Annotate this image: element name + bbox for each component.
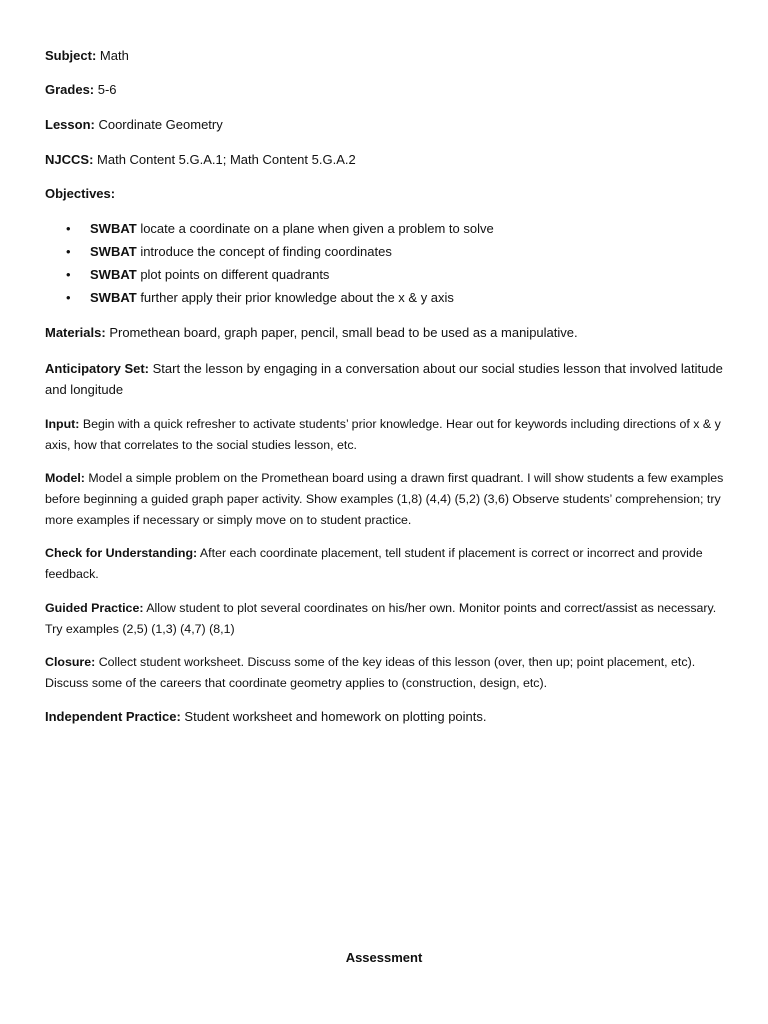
objective-item xyxy=(45,265,494,288)
closure-section xyxy=(45,652,725,694)
subject-line xyxy=(45,46,129,66)
objectives-label: Objectives: xyxy=(45,186,116,201)
independent-value: Student worksheet and homework on plotting points. xyxy=(180,709,487,724)
objective-item xyxy=(45,288,494,311)
guided-section xyxy=(45,598,725,640)
grades-line xyxy=(45,80,117,100)
objective-text: locate a coordinate on a plane when given a problem to solve xyxy=(136,221,494,236)
objective-text: introduce the concept of finding coordinates xyxy=(136,244,392,259)
objective-item xyxy=(45,219,494,242)
bullet-icon: • xyxy=(66,244,71,259)
independent-label: Independent Practice: xyxy=(45,709,181,724)
objective-lead: SWBAT xyxy=(90,221,137,236)
lesson-line xyxy=(45,115,223,135)
closure-label: Closure: xyxy=(45,655,96,669)
bullet-icon: • xyxy=(66,290,71,305)
model-section xyxy=(45,468,725,531)
objective-lead: SWBAT xyxy=(90,267,137,282)
objective-lead: SWBAT xyxy=(90,244,137,259)
objective-text: plot points on different quadrants xyxy=(136,267,330,282)
njccs-value: Math Content 5.G.A.1; Math Content 5.G.A.2 xyxy=(93,152,356,167)
anticipatory-label: Anticipatory Set: xyxy=(45,361,150,376)
objective-text: further apply their prior knowledge about the x & y axis xyxy=(136,290,454,305)
bullet-icon: • xyxy=(66,267,71,282)
input-value: Begin with a quick refresher to activate students’ prior knowledge. Hear out for keywords including directions of x & y axis, how that correlates to the social studies lesson, etc. xyxy=(45,417,721,452)
model-value: Model a simple problem on the Promethean board using a drawn first quadrant. I will show students a few examples before beginning a guided graph paper activity. Show examples (1,8) (4,4) (5,2) (3,6) Observe students’ comprehension; try more examples if necessary or simply move on to student practice. xyxy=(45,471,724,527)
check-label: Check for Understanding: xyxy=(45,546,198,560)
objectives-heading xyxy=(45,184,115,204)
subject-value: Math xyxy=(96,48,129,63)
njccs-line xyxy=(45,150,356,170)
bullet-icon: • xyxy=(66,221,71,236)
materials-label: Materials: xyxy=(45,325,106,340)
objective-lead: SWBAT xyxy=(90,290,137,305)
guided-label: Guided Practice: xyxy=(45,601,144,615)
grades-value: 5-6 xyxy=(94,82,117,97)
input-label: Input: xyxy=(45,417,80,431)
check-value: After each coordinate placement, tell student if placement is correct or incorrect and provide feedback. xyxy=(45,546,703,581)
anticipatory-set xyxy=(45,358,725,400)
independent-line xyxy=(45,707,487,727)
grades-label: Grades: xyxy=(45,82,95,97)
lesson-label: Lesson: xyxy=(45,117,95,132)
model-label: Model: xyxy=(45,471,85,485)
check-section xyxy=(45,543,725,585)
objectives-list xyxy=(45,219,494,311)
lesson-value: Coordinate Geometry xyxy=(94,117,223,132)
subject-label: Subject: xyxy=(45,48,97,63)
objective-item xyxy=(45,242,494,265)
njccs-label: NJCCS: xyxy=(45,152,94,167)
anticipatory-value: Start the lesson by engaging in a conversation about our social studies lesson that involved latitude and longitude xyxy=(45,361,723,397)
materials-line xyxy=(45,323,578,343)
assessment-heading: Assessment xyxy=(345,950,423,965)
input-section xyxy=(45,414,725,456)
guided-value: Allow student to plot several coordinates on his/her own. Monitor points and correct/assist as necessary. Try examples (2,5) (1,3) (4,7) (8,1) xyxy=(45,601,717,636)
closure-value: Collect student worksheet. Discuss some of the key ideas of this lesson (over, then up; point placement, etc). Discuss some of the careers that coordinate geometry applies to (construction, design, etc). xyxy=(45,655,696,690)
materials-value: Promethean board, graph paper, pencil, small bead to be used as a manipulative. xyxy=(105,325,578,340)
